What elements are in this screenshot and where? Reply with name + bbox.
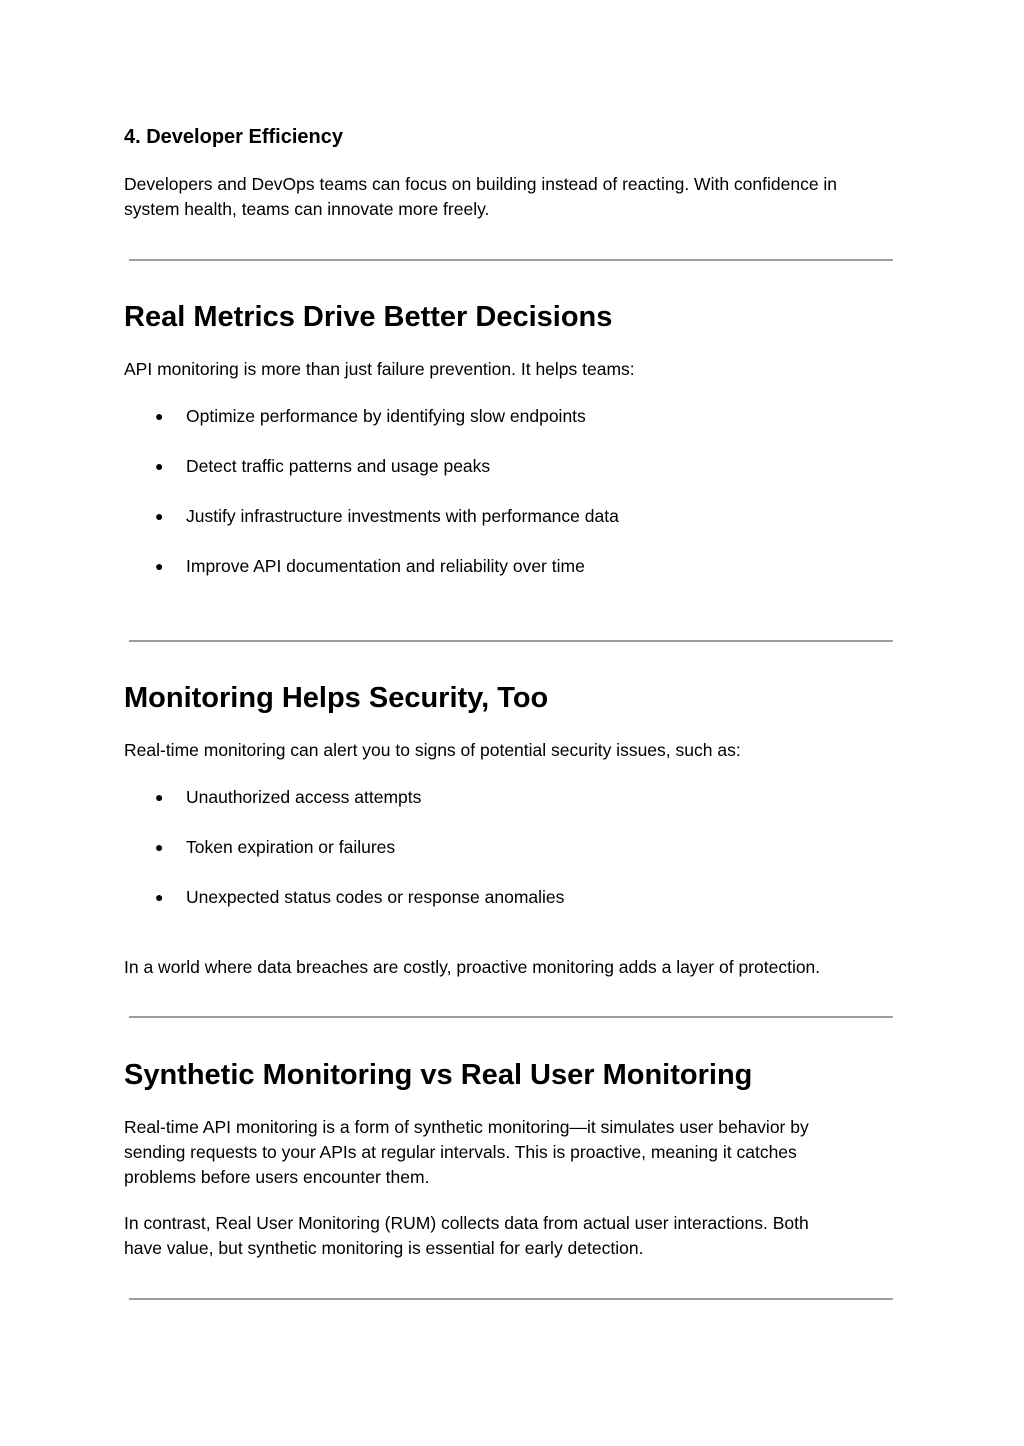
synthetic-paragraph-2-line-2: have value, but synthetic monitoring is essential for early detection. — [124, 1238, 644, 1258]
list-item-text: Justify infrastructure investments with performance data — [186, 506, 619, 526]
metrics-heading: Real Metrics Drive Better Decisions — [124, 301, 613, 333]
security-intro: Real-time monitoring can alert you to signs of potential security issues, such as: — [124, 740, 741, 760]
list-item-text: Detect traffic patterns and usage peaks — [186, 456, 491, 476]
bullet-icon: ● — [155, 458, 164, 474]
horizontal-divider — [129, 259, 893, 261]
synthetic-paragraph-1-line-2: sending requests to your APIs at regular intervals. This is proactive, meaning it catches — [124, 1142, 797, 1162]
synthetic-paragraph-2-line-1: In contrast, Real User Monitoring (RUM) collects data from actual user interactions. Both — [124, 1213, 809, 1233]
synthetic-heading: Synthetic Monitoring vs Real User Monitoring — [124, 1059, 753, 1091]
bullet-icon: ● — [155, 789, 164, 805]
bullet-icon: ● — [155, 889, 164, 905]
developer-efficiency-heading: 4. Developer Efficiency — [124, 126, 343, 148]
security-heading: Monitoring Helps Security, Too — [124, 682, 549, 714]
list-item-text: Unauthorized access attempts — [186, 787, 422, 807]
horizontal-divider — [129, 640, 893, 642]
horizontal-divider — [129, 1298, 893, 1300]
horizontal-divider — [129, 1016, 893, 1018]
developer-efficiency-paragraph-line-2: system health, teams can innovate more freely. — [124, 199, 490, 219]
list-item-text: Unexpected status codes or response anomalies — [186, 887, 565, 907]
bullet-icon: ● — [155, 839, 164, 855]
bullet-icon: ● — [155, 508, 164, 524]
bullet-icon: ● — [155, 558, 164, 574]
bullet-icon: ● — [155, 408, 164, 424]
metrics-intro: API monitoring is more than just failure prevention. It helps teams: — [124, 359, 635, 379]
synthetic-paragraph-1-line-1: Real-time API monitoring is a form of synthetic monitoring—it simulates user behavior by — [124, 1117, 809, 1137]
developer-efficiency-paragraph-line-1: Developers and DevOps teams can focus on building instead of reacting. With confidence in — [124, 174, 838, 194]
list-item-text: Improve API documentation and reliability over time — [186, 556, 585, 576]
list-item-text: Optimize performance by identifying slow endpoints — [186, 406, 586, 426]
synthetic-paragraph-1-line-3: problems before users encounter them. — [124, 1167, 430, 1187]
security-closing: In a world where data breaches are costly, proactive monitoring adds a layer of protection. — [124, 957, 821, 977]
list-item-text: Token expiration or failures — [186, 837, 396, 857]
